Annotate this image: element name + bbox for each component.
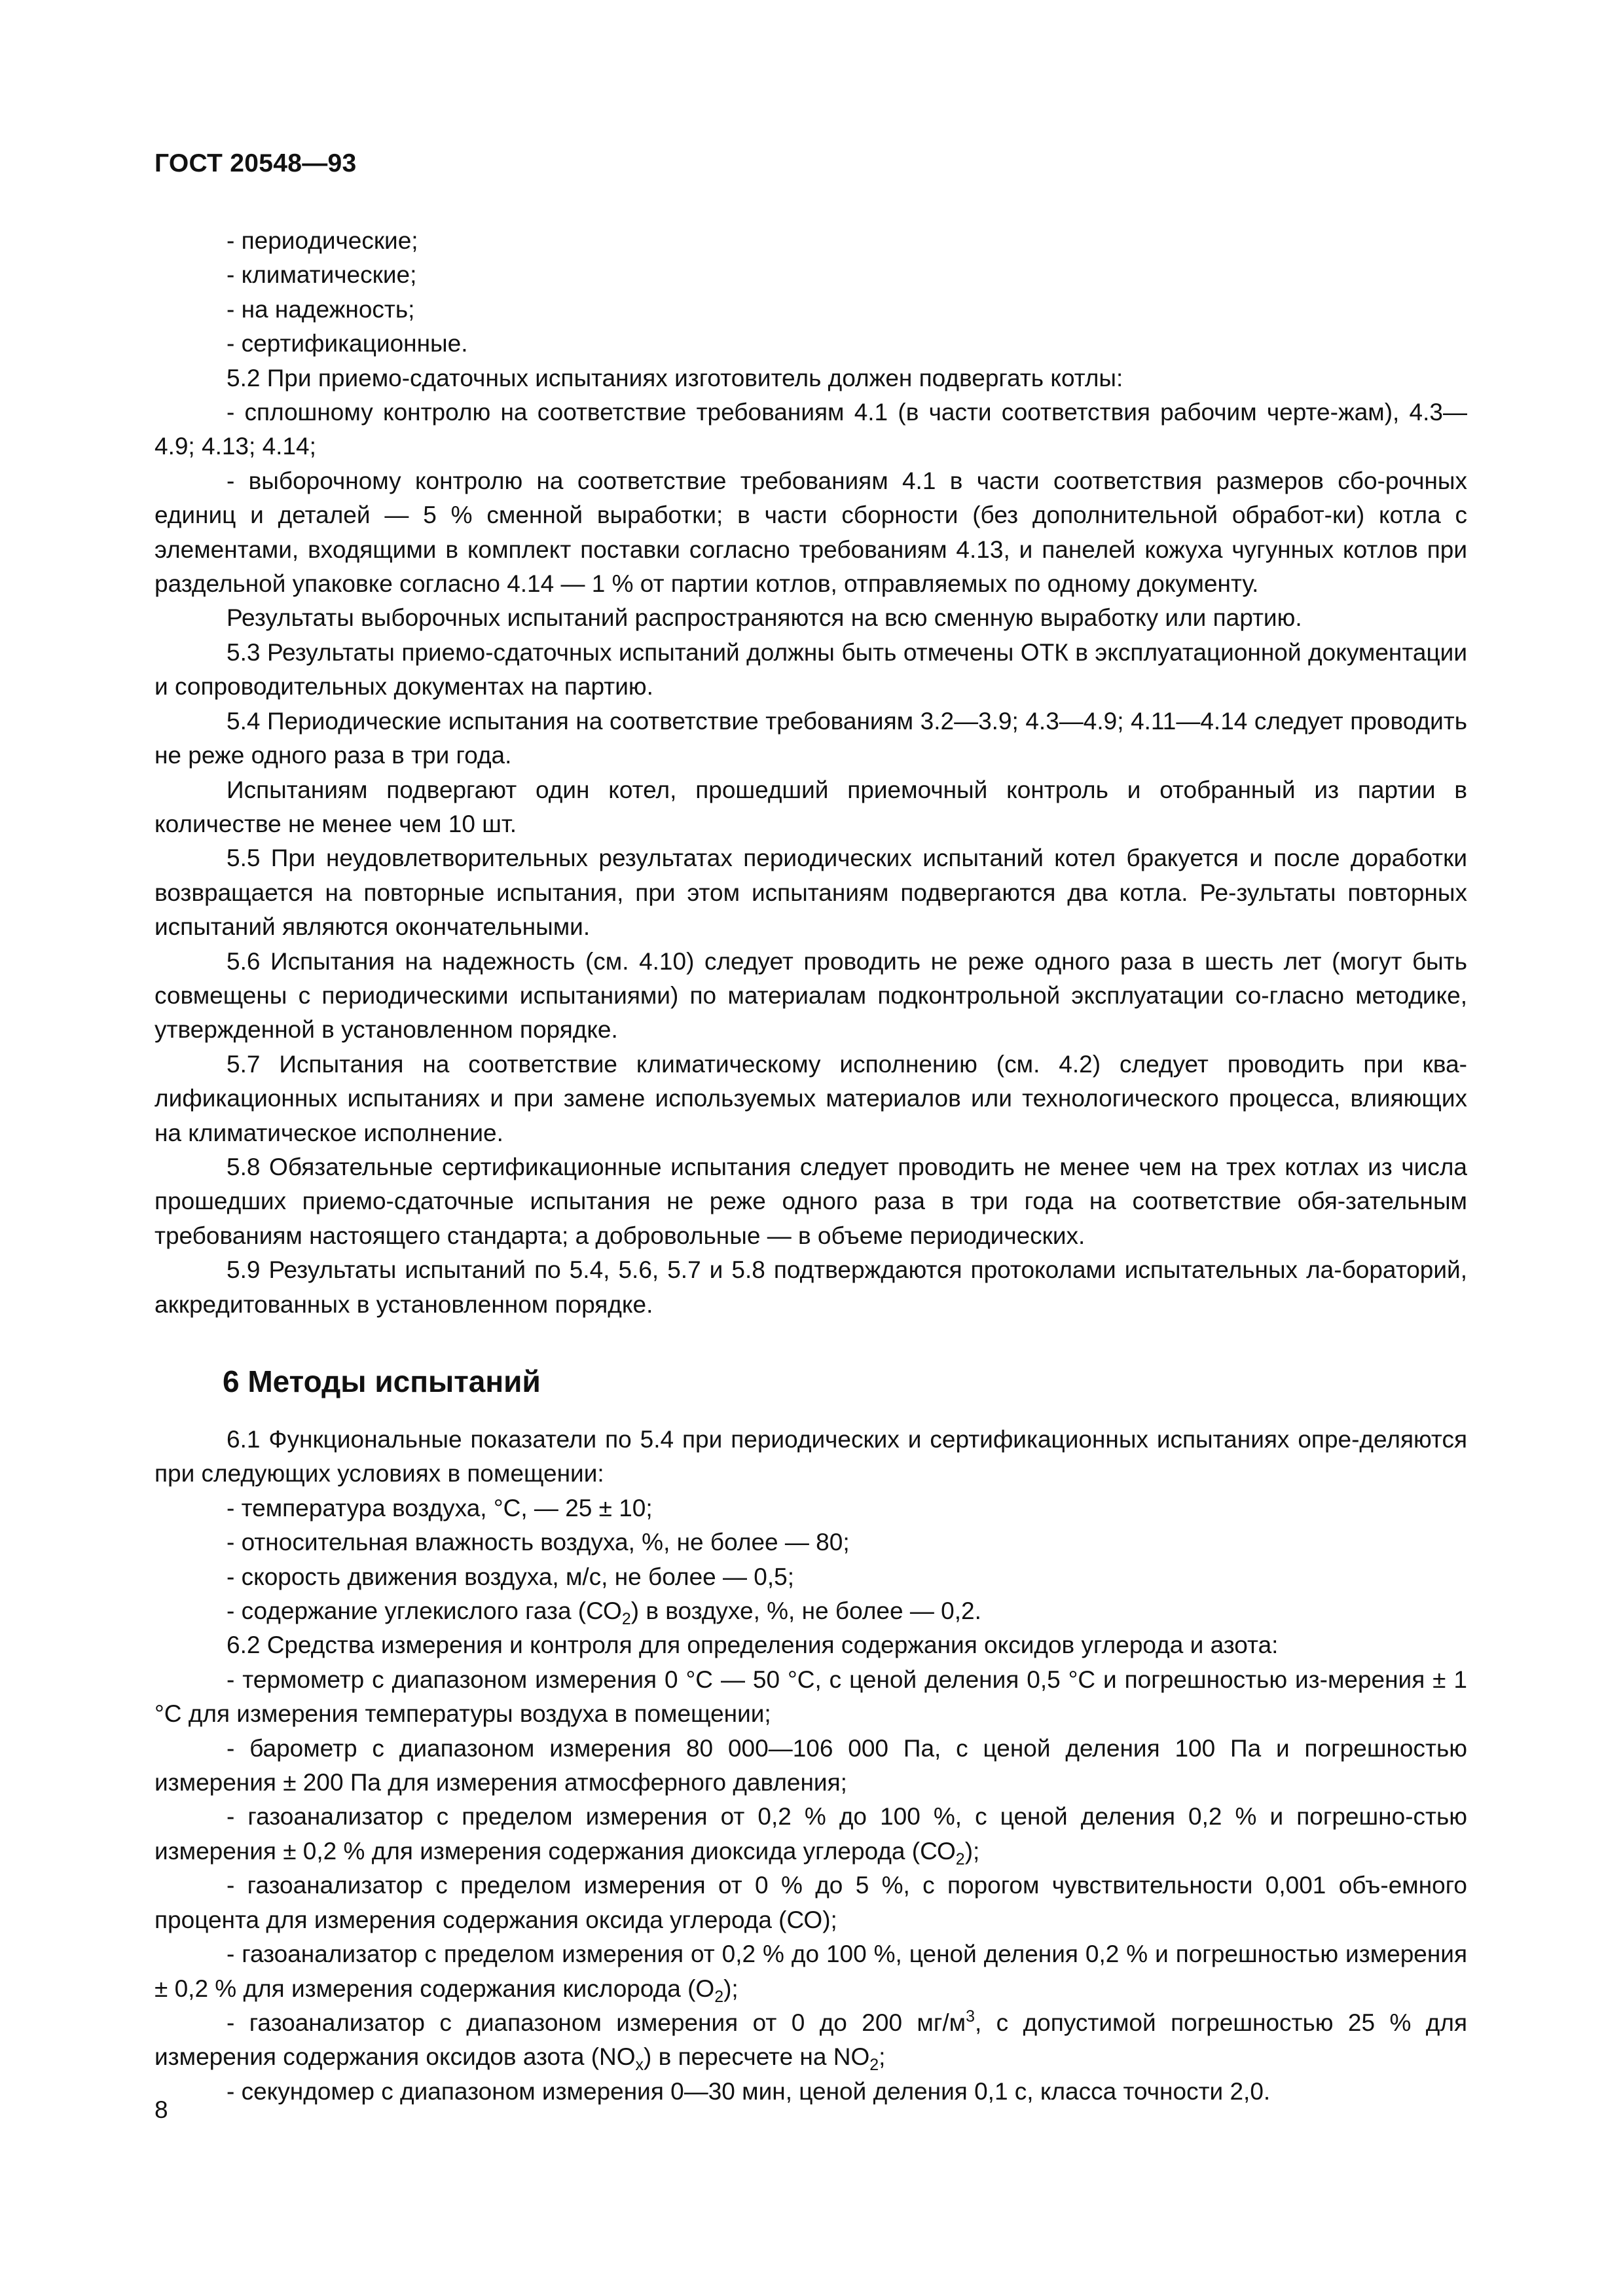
- instrument-barometer: - барометр с диапазоном измерения 80 000—106 000 Па, с ценой деления 100 Па и погрешностью измерения ± 200 Па для измерения атмосферного давления;: [155, 1734, 1467, 1796]
- paragraph-5-8: 5.8 Обязательные сертификационные испытания следует проводить не менее чем на трех котлах из числа прошедших приемо-сдаточные испытания не реже одного раза в три года на соответствие обя-зательным требованиям настоящего стандарта; а добровольные — в объеме периодических.: [155, 1153, 1467, 1249]
- list-item-reliability: - на надежность;: [227, 295, 415, 323]
- paragraph-5-2-results: Результаты выборочных испытаний распространяются на всю сменную выработку или партию.: [227, 604, 1302, 632]
- instrument-gas-analyzer-nox-text-mid2: ) в пересчете на NO: [644, 2043, 870, 2071]
- condition-temperature: - температура воздуха, °С, — 25 ± 10;: [227, 1494, 653, 1522]
- instrument-gas-analyzer-o2-text-end: );: [723, 1975, 739, 2002]
- instrument-gas-analyzer-co2: [155, 1800, 1467, 1868]
- instrument-gas-analyzer-o2-text: - газоанализатор с пределом измерения от 0,2 % до 100 %, ценой деления 0,2 % и погрешностью измерения ± 0,2 % для измерения содержания кислорода (О: [155, 1941, 1467, 2002]
- paragraph-5-2-full-control: - сплошному контролю на соответствие требованиям 4.1 (в части соответствия рабочим черте-жам), 4.3—4.9; 4.13; 4.14;: [155, 399, 1467, 460]
- instrument-stopwatch: - секундомер с диапазоном измерения 0—30 мин, ценой деления 0,1 с, класса точности 2,0.: [227, 2077, 1271, 2105]
- condition-co2: [155, 1594, 1467, 1628]
- paragraph-5-6: 5.6 Испытания на надежность (см. 4.10) следует проводить не реже одного раза в шесть лет (могут быть совмещены с периодическими испытаниями) по материалам подконтрольной эксплуатации со-гласно методике, утвержденной в установленном порядке.: [155, 947, 1467, 1044]
- body-text: [155, 224, 1467, 2109]
- instrument-thermometer: - термометр с диапазоном измерения 0 °С — 50 °С, с ценой деления 0,5 °С и погрешностью из-мерения ± 1 °С для измерения температуры воздуха в помещении;: [155, 1666, 1467, 1728]
- instrument-gas-analyzer-co2-text: - газоанализатор с пределом измерения от 0,2 % до 100 %, с ценой деления 0,2 % и погрешно-стью измерения ± 0,2 % для измерения содержания диоксида углерода (СО: [155, 1803, 1467, 1865]
- condition-co2-text: - содержание углекислого газа (СО: [227, 1597, 622, 1625]
- paragraph-5-5: 5.5 При неудовлетворительных результатах периодических испытаний котел бракуется и после доработки возвращается на повторные испытания, при этом испытаниям подвергаются два котла. Ре-зультаты повторных испытаний являются окончательными.: [155, 845, 1467, 941]
- subscript-2: 2: [714, 1987, 724, 2006]
- list-item-certification: - сертификационные.: [227, 330, 468, 357]
- section-heading-test-methods: 6 Методы испытаний: [223, 1364, 541, 1398]
- instrument-gas-analyzer-nox-text: - газоанализатор с диапазоном измерения от 0 до 200 мг/м: [227, 2009, 966, 2036]
- paragraph-5-7: 5.7 Испытания на соответствие климатическому исполнению (см. 4.2) следует проводить при ква-лификационных испытаниях и при замене используемых материалов или технологического процесса, влияющих на климатическое исполнение.: [155, 1050, 1467, 1146]
- instrument-gas-analyzer-nox: [155, 2006, 1467, 2075]
- list-item-climatic: - климатические;: [227, 261, 417, 289]
- condition-humidity: - относительная влажность воздуха, %, не более — 80;: [227, 1529, 850, 1556]
- instrument-gas-analyzer-co2-text-end: );: [964, 1837, 980, 1865]
- paragraph-5-9: 5.9 Результаты испытаний по 5.4, 5.6, 5.7 и 5.8 подтверждаются протоколами испытательных ла-бораторий, аккредитованных в установленном порядке.: [155, 1256, 1467, 1318]
- instrument-gas-analyzer-nox-text-end: ;: [879, 2043, 886, 2071]
- paragraph-5-2: 5.2 При приемо-сдаточных испытаниях изготовитель должен подвергать котлы:: [227, 364, 1123, 392]
- instrument-gas-analyzer-co: - газоанализатор с пределом измерения от 0 % до 5 %, с порогом чувствительности 0,001 объ-емного процента для измерения содержания оксида углерода (СО);: [155, 1872, 1467, 1933]
- page-number: 8: [155, 2096, 168, 2123]
- document-code-header: ГОСТ 20548—93: [155, 149, 357, 177]
- condition-co2-text-end: ) в воздухе, %, не более — 0,2.: [630, 1597, 981, 1625]
- condition-air-speed: - скорость движения воздуха, м/с, не более — 0,5;: [227, 1563, 795, 1590]
- paragraph-5-4-sample: Испытаниям подвергают один котел, прошедший приемочный контроль и отобранный из партии в количестве не менее чем 10 шт.: [155, 776, 1467, 837]
- paragraph-5-2-sample-control: - выборочному контролю на соответствие требованиям 4.1 в части соответствия размеров сбо-рочных единиц и деталей — 5 % сменной выработки; в части сборности (без дополнительной обработ-ки) котла с элементами, входящими в комплект поставки согласно требованиям 4.13, и панелей кожуха чугунных котлов при раздельной упаковке согласно 4.14 — 1 % от партии котлов, отправляемых по одному документу.: [155, 467, 1467, 598]
- list-item-periodic: - периодические;: [227, 227, 418, 254]
- paragraph-5-4: 5.4 Периодические испытания на соответствие требованиям 3.2—3.9; 4.3—4.9; 4.11—4.14 следует проводить не реже одного раза в три года.: [155, 707, 1467, 769]
- subscript-2: 2: [869, 2056, 879, 2075]
- paragraph-6-2: 6.2 Средства измерения и контроля для определения содержания оксидов углерода и азота:: [227, 1631, 1279, 1659]
- superscript-3: 3: [966, 2007, 975, 2026]
- paragraph-6-1: 6.1 Функциональные показатели по 5.4 при периодических и сертификационных испытаниях опре-деляются при следующих условиях в помещении:: [155, 1426, 1467, 1487]
- subscript-2: 2: [955, 1850, 965, 1868]
- subscript-2: 2: [621, 1610, 631, 1629]
- instrument-gas-analyzer-nox-text-mid: , с допустимой погрешностью 25 % для измерения содержания оксидов азота (NO: [155, 2009, 1467, 2071]
- paragraph-5-3: 5.3 Результаты приемо-сдаточных испытаний должны быть отмечены ОТК в эксплуатационной документации и сопроводительных документах на партию.: [155, 638, 1467, 701]
- instrument-gas-analyzer-o2: [155, 1937, 1467, 2006]
- subscript-x: x: [635, 2056, 644, 2075]
